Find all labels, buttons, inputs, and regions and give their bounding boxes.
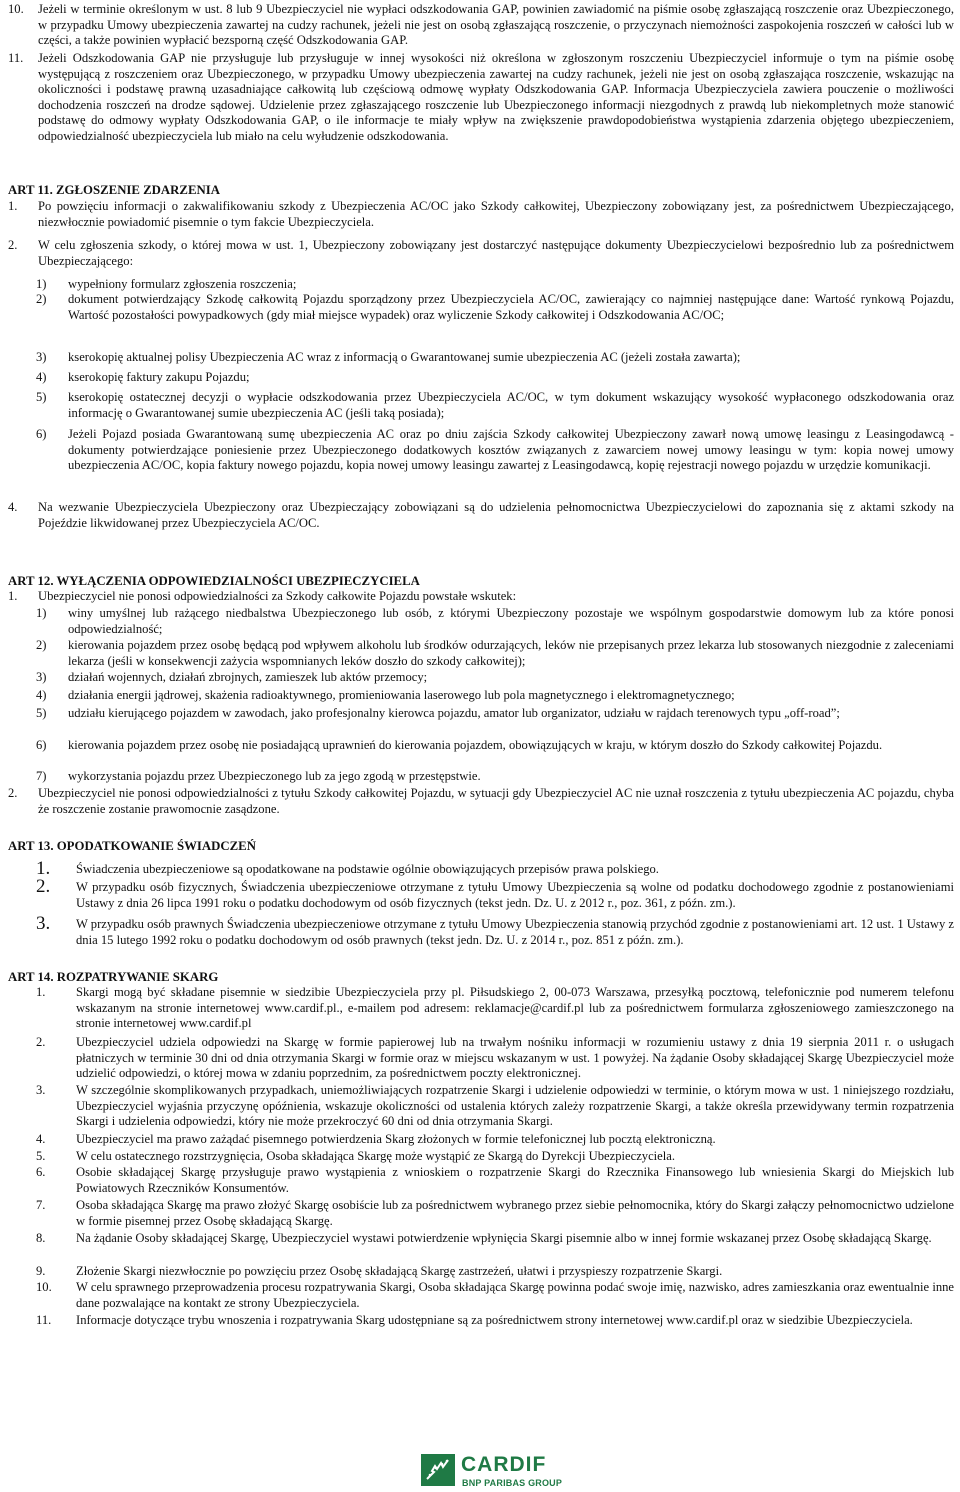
item-text: Ubezpieczyciel nie ponosi odpowiedzialności za Szkody całkowite Pojazdu powstałe wskutek:	[38, 589, 517, 603]
bnp-stars-icon	[421, 1454, 455, 1486]
item-text: Informacje dotyczące trybu wnoszenia i rozpatrywania Skarg udostępniane są za pośrednictwem strony internetowej www.cardif.pl oraz w siedzibie Ubezpieczyciela.	[76, 1313, 913, 1327]
clause-11	[8, 51, 954, 145]
item-text: kserokopię aktualnej polisy Ubezpieczenia AC wraz z informacją o Gwarantowanej sumie ubezpieczenia AC (jeżeli została zawarta);	[68, 350, 741, 364]
art14-item	[8, 1264, 954, 1280]
item-number: 3)	[36, 350, 47, 364]
art14-item	[8, 1083, 954, 1130]
item-text: Ubezpieczyciel udziela odpowiedzi na Skargę w formie papierowej lub na trwałym nośniku informacji w rozumieniu ustawy z dnia 19 sierpnia 2011 r. o usługach płatniczych w terminie 30 dni od dnia otrzymania Skargi w formie oraz w miejscu wskazanym w ust. 1 powyżej. Na żądanie Osoby składającej Skargę Ubezpieczyciel może udzielić odpowiedzi, o której mowa w zdaniu poprzednim, za pośrednictwem poczty elektronicznej.	[76, 1035, 954, 1081]
art11-subitem	[36, 277, 954, 293]
item-text: Skargi mogą być składane pisemnie w siedzibie Ubezpieczyciela przy pl. Piłsudskiego 2, 00-073 Warszawa, przesyłką pocztową, telefonicznie pod numerem telefonu wskazanym na stronie internetowej www.cardif.pl., e-mailem pod adresem: reklamacje@cardif.pl lub za pośrednictwem formularza zgłoszeniowego zamieszczonego na stronie internetowej www.cardif.pl	[76, 985, 954, 1031]
item-text: W szczególnie skomplikowanych przypadkach, uniemożliwiających rozpatrzenie Skargi i udzielenie odpowiedzi w terminie, o którym mowa w ust. 1 niniejszego rozdziału, Ubezpieczyciel wyjaśnia przyczynę opóźnienia, wskazuje okoliczności od ustalenia których zależy rozpatrzenie Skargi, a także określa przewidywany termin rozpatrzenia Skargi i udzielenia odpowiedzi, który nie może przekroczyć 60 dni od dnia otrzymania Skargi.	[76, 1083, 954, 1129]
item-text: winy umyślnej lub rażącego niedbalstwa Ubezpieczonego lub osób, z którymi Ubezpieczony pozostaje we wspólnym gospodarstwie domowym lub za które ponosi odpowiedzialność;	[68, 606, 954, 636]
item-number: 1)	[36, 606, 47, 620]
item-text: wypełniony formularz zgłoszenia roszczenia;	[68, 277, 297, 291]
brand-group: BNP PARIBAS GROUP	[462, 1478, 563, 1488]
art14-item	[8, 1280, 954, 1311]
item-text: W przypadku osób prawnych Świadczenia ubezpieczeniowe otrzymane z tytułu Umowy Ubezpieczenia stanowią przychód zgodnie z postanowieniami art. 12 ust. 1 Ustawy z dnia 15 lutego 1992 roku o podatku dochodowym od osób prawnych (tekst jedn. Dz. U. z 2014 r., poz. 851 z późn. zm.).	[76, 917, 954, 947]
item-number: 10.	[36, 1280, 52, 1294]
item-text: Osobie składającej Skargę przysługuje prawo wystąpienia z wnioskiem o rozpatrzenie Skargi do Rzecznika Finansowego lub wniesienia Skargi do Miejskich lub Powiatowych Rzeczników Konsumentów.	[76, 1165, 954, 1195]
item-text: W celu zgłoszenia szkody, o której mowa w ust. 1, Ubezpieczony zobowiązany jest dostarczyć następujące dokumenty Ubezpieczycielowi bezpośrednio lub za pośrednictwem Ubezpieczającego:	[38, 238, 954, 268]
item-text: udziału kierującego pojazdem w zawodach, jako profesjonalny kierowca pojazdu, amator lub organizator, udziału w rajdach terenowych typu „off-road”;	[68, 706, 840, 720]
art13-item	[8, 913, 954, 948]
item-text: działań wojennych, działań zbrojnych, zamieszek lub aktów przemocy;	[68, 670, 428, 684]
art11-item	[8, 199, 954, 230]
art12-heading: ART 12. WYŁĄCZENIA ODPOWIEDZIALNOŚCI UBEZPIECZYCIELA	[8, 574, 420, 588]
clause-text: Jeżeli w terminie określonym w ust. 8 lub 9 Ubezpieczyciel nie wypłaci odszkodowania GAP, powinien zawiadomić na piśmie osobę zgłaszającą roszczenie oraz Ubezpieczonego, w przypadku Umowy ubezpieczenia zawartej na cudzy rachunek, jeżeli nie jest on osobą zgłaszającą roszczenie, o przyczynach niemożności zaspokojenia roszczeń w całości lub w części, a także powinien wypłacić bezsporną część Odszkodowania GAP.	[38, 2, 954, 48]
item-number: 4.	[8, 500, 18, 514]
item-text: W celu ostatecznego rozstrzygnięcia, Osoba składająca Skargę może wystąpić ze Skargą do Dyrekcji Ubezpieczyciela.	[76, 1149, 675, 1163]
item-number: 9.	[36, 1264, 46, 1278]
clause-10	[8, 2, 954, 49]
item-text: dokument potwierdzający Szkodę całkowitą Pojazdu sporządzony przez Ubezpieczyciela AC/OC, zawierający co najmniej następujące dane: Wartość rynkową Pojazdu, Wartość pozostałości powypadkowych (gdy miał miejsce wypadek) oraz wyliczenie Szkody całkowitej i Odszkodowania AC/OC;	[68, 292, 954, 322]
item-text: Złożenie Skargi niezwłocznie po powzięciu przez Osobę składającą Skargę zastrzeżeń, ułatwi i przyspieszy rozpatrzenie Skargi.	[76, 1264, 723, 1278]
item-number: 4)	[36, 370, 47, 384]
item-text: kierowania pojazdem przez osobę będącą pod wpływem alkoholu lub środków odurzających, leków nie przepisanych przez lekarza lub stosowanych niezgodnie z zaleceniami lekarza (jeśli w konsekwencji zażycia wspomnianych leków doszło do szkody całkowitej);	[68, 638, 954, 668]
item-text: Ubezpieczyciel ma prawo zażądać pisemnego potwierdzenia Skarg złożonych w formie telefonicznej lub pocztą elektroniczną.	[76, 1132, 716, 1146]
item-number: 1.	[8, 199, 18, 213]
item-number: 3.	[36, 1083, 46, 1097]
item-number: 2.	[8, 786, 18, 800]
item-number: 6)	[36, 427, 47, 441]
item-number: 2)	[36, 638, 47, 652]
item-text: kierowania pojazdem przez osobę nie posiadającą uprawnień do kierowania pojazdem, obowiązujących w kraju, w którym doszło do Szkody całkowitej Pojazdu.	[68, 738, 883, 752]
item-text: W celu sprawnego przeprowadzenia procesu rozpatrywania Skargi, Osoba składająca Skargę powinna podać swoje imię, nazwisko, adres zamieszkania oraz ewentualnie inne dane pozwalające na kontakt ze strony Ubezpieczyciela.	[76, 1280, 954, 1310]
art12-subitem	[36, 606, 954, 637]
item-number: 1)	[36, 277, 47, 291]
item-number: 6.	[36, 1165, 46, 1179]
art11-subitem	[36, 370, 954, 386]
item-text: kserokopię ostatecznej decyzji o wypłacie odszkodowania przez Ubezpieczyciela AC/OC, w tym dokument wskazujący wysokość wypłaconego odszkodowania oraz informację o Gwarantowanej sumie ubezpieczenia AC (jeśli taką posiada);	[68, 390, 954, 420]
brand-name: CARDIF	[461, 1453, 547, 1476]
art13-heading: ART 13. OPODATKOWANIE ŚWIADCZEŃ	[8, 839, 256, 853]
item-number: 5.	[36, 1149, 46, 1163]
art14-item	[8, 1231, 954, 1247]
art14-item	[8, 985, 954, 1032]
item-number: 4.	[36, 1132, 46, 1146]
item-number: 1.	[8, 589, 18, 603]
art11-item	[8, 238, 954, 269]
art11-subitem	[36, 292, 954, 323]
item-number: 5)	[36, 390, 47, 404]
art11-heading: ART 11. ZGŁOSZENIE ZDARZENIA	[8, 183, 220, 197]
art14-item	[8, 1035, 954, 1082]
art11-item	[8, 500, 954, 531]
art12-subitem	[36, 670, 954, 686]
item-text: Jeżeli Pojazd posiada Gwarantowaną sumę ubezpieczenia AC oraz po dniu zajścia Szkody całkowitej Ubezpieczony zawarł nową umowę leasingu z Leasingodawcą - dokumenty potwierdzające poniesienie przez Ubezpieczonego dodatkowych kosztów związanych z zawarciem nowej umowy leasingu w tym: kopia nowej umowy ubezpieczenia AC/OC, kopia faktury nowego pojazdu, kopia nowej umowy leasingu zawartej z Leasingodawcą, kopię rejestracji nowego pojazdu w urzędzie komunikacji.	[68, 427, 954, 473]
item-number: 3)	[36, 670, 47, 684]
art14-item	[8, 1132, 954, 1148]
clause-number: 11.	[8, 51, 24, 65]
item-number: 11.	[36, 1313, 52, 1327]
item-number: 1.	[36, 858, 51, 879]
art14-item	[8, 1165, 954, 1196]
item-text: Na żądanie Osoby składającej Skargę, Ubezpieczyciel wystawi potwierdzenie wpłynięcia Skargi pisemnie albo w innej formie wskazanej przez Osobę składającą Skargę.	[76, 1231, 932, 1245]
item-number: 3.	[36, 913, 51, 934]
art11-subitem	[36, 427, 954, 474]
art12-item	[8, 589, 954, 605]
art14-heading: ART 14. ROZPATRYWANIE SKARG	[8, 970, 219, 984]
art13-item	[8, 876, 954, 911]
item-text: Świadczenia ubezpieczeniowe są opodatkowane na podstawie ogólnie obowiązujących przepisów prawa polskiego.	[76, 862, 659, 876]
item-number: 2.	[36, 1035, 46, 1049]
item-number: 2)	[36, 292, 47, 306]
art12-subitem	[36, 638, 954, 669]
item-text: kserokopię faktury zakupu Pojazdu;	[68, 370, 250, 384]
item-text: W przypadku osób fizycznych, Świadczenia ubezpieczeniowe otrzymane z tytułu Umowy Ubezpieczenia są wolne od podatku dochodowego zgodnie z postanowieniami Ustawy z dnia 26 lipca 1991 roku o podatku dochodowym od osób fizycznych (tekst jedn. Dz. U. z 2012 r., poz. 361, z późn. zm.).	[76, 880, 954, 910]
art13-item	[8, 858, 954, 879]
item-text: Osoba składająca Skargę ma prawo złożyć Skargę osobiście lub za pośrednictwem wybranego przez siebie pełnomocnika, który do Skargi załączy pełnomocnictwo udzielone w formie pisemnej przez Osobę składającą Skargę.	[76, 1198, 954, 1228]
art14-item	[8, 1149, 954, 1165]
art12-subitem	[36, 688, 954, 704]
item-number: 2.	[8, 238, 18, 252]
clause-text: Jeżeli Odszkodowania GAP nie przysługuje lub przysługuje w innej wysokości niż określona w zgłoszonym roszczeniu Ubezpieczyciel informuje o tym na piśmie osobę występującą z roszczeniem oraz Ubezpieczonego, w przypadku Umowy ubezpieczenia zawartej na cudzy rachunek, jeżeli nie jest on osobą zgłaszająca roszczenie, wskazując na okoliczności i podstawę prawną uzasadniające całkowitą lub częściową odmowę wypłaty Odszkodowania GAP. Informacja Ubezpieczyciela zawiera pouczenie o możliwości dochodzenia roszczeń na drodze sądowej. Udzielenie przez zgłaszającego roszczenie lub Ubezpieczonego informacji niezgodnych z prawdą lub niekompletnych może stanowić podstawę do odmowy wypłaty Odszkodowania GAP, o ile informacje te miały wpływ na zwiększenie prawdopodobieństwa wystąpienia zdarzenia objętego ubezpieczeniem, odpowiedzialność ubezpieczyciela lub miało na celu wyłudzenie odszkodowania.	[38, 51, 954, 143]
art12-subitem	[36, 706, 954, 722]
art11-subitem	[36, 390, 954, 421]
item-number: 6)	[36, 738, 47, 752]
item-number: 7)	[36, 769, 47, 783]
art14-item	[8, 1313, 954, 1329]
art12-item	[8, 786, 954, 817]
item-number: 7.	[36, 1198, 46, 1212]
item-text: Na wezwanie Ubezpieczyciela Ubezpieczony oraz Ubezpieczający zobowiązani są do udzielenia pełnomocnictwa Ubezpieczycielowi do zapoznania się z aktami szkody na Pojeździe likwidowanej przez Ubezpieczyciela AC/OC.	[38, 500, 954, 530]
item-number: 4)	[36, 688, 47, 702]
art12-subitem	[36, 738, 954, 754]
cardif-logo	[421, 1454, 581, 1486]
item-text: Po powzięciu informacji o zakwalifikowaniu szkody z Ubezpieczenia AC/OC jako Szkody całkowitej, Ubezpieczony zobowiązany jest, za pośrednictwem Ubezpieczającego, niezwłocznie powiadomić pisemnie o tym fakcie Ubezpieczyciela.	[38, 199, 954, 229]
item-text: działania energii jądrowej, skażenia radioaktywnego, promieniowania laserowego lub pola magnetycznego i elektromagnetycznego;	[68, 688, 735, 702]
item-number: 5)	[36, 706, 47, 720]
item-number: 2.	[36, 876, 51, 897]
item-number: 1.	[36, 985, 46, 999]
art14-item	[8, 1198, 954, 1229]
clause-number: 10.	[8, 2, 24, 16]
item-text: Ubezpieczyciel nie ponosi odpowiedzialności z tytułu Szkody całkowitej Pojazdu, w sytuacji gdy Ubezpieczyciel AC nie uznał roszczenia z tytułu ubezpieczenia AC pojazdu, chyba że roszczenie zostanie prawomocnie zasądzone.	[38, 786, 954, 816]
art12-subitem	[36, 769, 954, 785]
item-number: 8.	[36, 1231, 46, 1245]
art11-subitem	[36, 350, 954, 366]
item-text: wykorzystania pojazdu przez Ubezpieczonego lub za jego zgodą w przestępstwie.	[68, 769, 481, 783]
